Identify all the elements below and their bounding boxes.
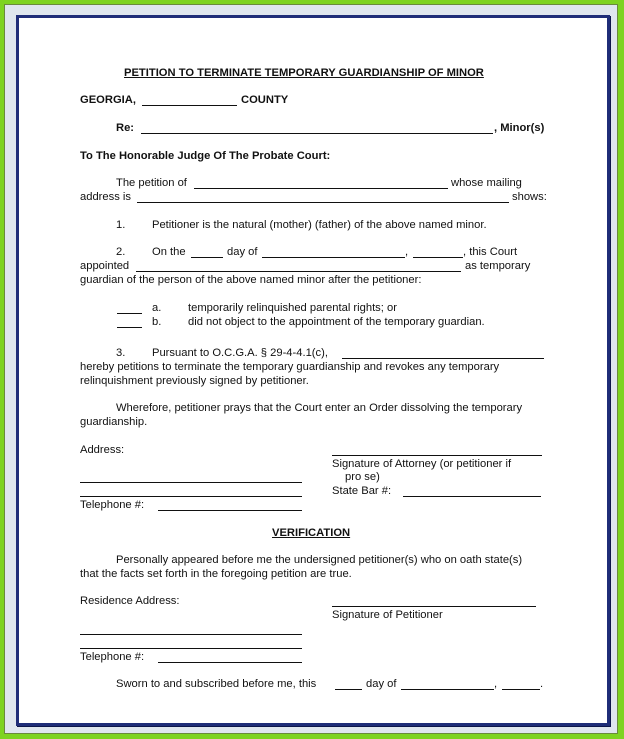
petition-of-label: The petition of: [116, 177, 187, 189]
telephone-label-1: Telephone #:: [80, 499, 145, 511]
telephone-label-2: Telephone #:: [80, 651, 145, 663]
option-b-letter: b.: [152, 316, 162, 328]
address-blank-1[interactable]: [80, 482, 302, 483]
item-3-number: 3.: [116, 347, 126, 359]
residence-address-blank-1[interactable]: [80, 634, 302, 635]
item-3-pursuant: Pursuant to O.C.G.A. § 29-4-4.1(c),: [152, 347, 328, 359]
address-label: Address:: [80, 444, 125, 456]
telephone-blank-1[interactable]: [158, 510, 302, 511]
item-1-number: 1.: [116, 219, 126, 231]
item-2-on-the: On the: [152, 246, 186, 258]
personally-line-1: Personally appeared before me the undersigned petitioner(s) who on oath state(s): [116, 554, 523, 566]
document-title: PETITION TO TERMINATE TEMPORARY GUARDIANSHIP OF MINOR: [124, 67, 484, 79]
item-2-number: 2.: [116, 246, 126, 258]
attorney-pro-se-label: pro se): [345, 471, 380, 483]
residence-address-label: Residence Address:: [80, 595, 180, 607]
county-label: COUNTY: [241, 94, 289, 106]
item-3-line-3: relinquishment previously signed by petitioner.: [80, 375, 309, 387]
item-3-line-2: hereby petitions to terminate the temporary guardianship and revokes any temporary: [80, 361, 500, 373]
re-blank[interactable]: [141, 133, 493, 134]
state-bar-blank[interactable]: [403, 496, 541, 497]
state-bar-label: State Bar #:: [332, 485, 392, 497]
attorney-signature-label: Signature of Attorney (or petitioner if: [332, 458, 512, 470]
item-2-this-court: , this Court: [463, 246, 518, 258]
residence-address-blank-2[interactable]: [80, 648, 302, 649]
georgia-label: GEORGIA,: [80, 94, 136, 106]
item-2-comma: ,: [405, 246, 409, 258]
to-judge-heading: To The Honorable Judge Of The Probate Court:: [80, 150, 331, 162]
verification-heading: VERIFICATION: [272, 527, 351, 539]
minors-label: , Minor(s): [494, 122, 545, 134]
item-2-year-blank[interactable]: [413, 257, 463, 258]
petitioner-signature-label: Signature of Petitioner: [332, 609, 443, 621]
address-blank-2[interactable]: [80, 496, 302, 497]
sworn-year-blank[interactable]: [502, 689, 540, 690]
petitioner-signature-blank[interactable]: [332, 606, 536, 607]
sworn-month-blank[interactable]: [401, 689, 494, 690]
telephone-blank-2[interactable]: [158, 662, 302, 663]
wherefore-line-2: guardianship.: [80, 416, 148, 428]
sworn-comma: ,: [494, 678, 498, 690]
wherefore-line-1: Wherefore, petitioner prays that the Court enter an Order dissolving the temporary: [116, 402, 523, 414]
sworn-text: Sworn to and subscribed before me, this: [116, 678, 317, 690]
re-label: Re:: [116, 122, 135, 134]
item-2-as-temporary: as temporary: [465, 260, 531, 272]
item-2-appointed: appointed: [80, 260, 130, 272]
option-a-checkbox-blank[interactable]: [117, 313, 142, 314]
item-2-month-blank[interactable]: [262, 257, 405, 258]
sworn-period: .: [540, 678, 544, 690]
mailing-address-blank[interactable]: [137, 202, 509, 203]
option-a-text: temporarily relinquished parental rights; or: [188, 302, 397, 314]
item-2-day-blank[interactable]: [191, 257, 223, 258]
item-2-day-of: day of: [227, 246, 258, 258]
whose-mailing-text: whose mailing: [451, 177, 522, 189]
item-1-text: Petitioner is the natural (mother) (father) of the above named minor.: [152, 219, 487, 231]
option-b-checkbox-blank[interactable]: [117, 327, 142, 328]
county-blank[interactable]: [142, 105, 237, 106]
shows-text: shows:: [512, 191, 547, 203]
personally-line-2: that the facts set forth in the foregoing petition are true.: [80, 568, 352, 580]
petitioner-name-blank[interactable]: [194, 188, 448, 189]
item-3-name-blank[interactable]: [342, 358, 544, 359]
address-is-label: address is: [80, 191, 131, 203]
item-2-guardian-blank[interactable]: [136, 271, 461, 272]
sworn-day-of: day of: [366, 678, 397, 690]
option-b-text: did not object to the appointment of the temporary guardian.: [188, 316, 485, 328]
item-2-guardian-line: guardian of the person of the above named minor after the petitioner:: [80, 274, 422, 286]
sworn-day-blank[interactable]: [335, 689, 362, 690]
option-a-letter: a.: [152, 302, 162, 314]
attorney-signature-blank[interactable]: [332, 455, 542, 456]
